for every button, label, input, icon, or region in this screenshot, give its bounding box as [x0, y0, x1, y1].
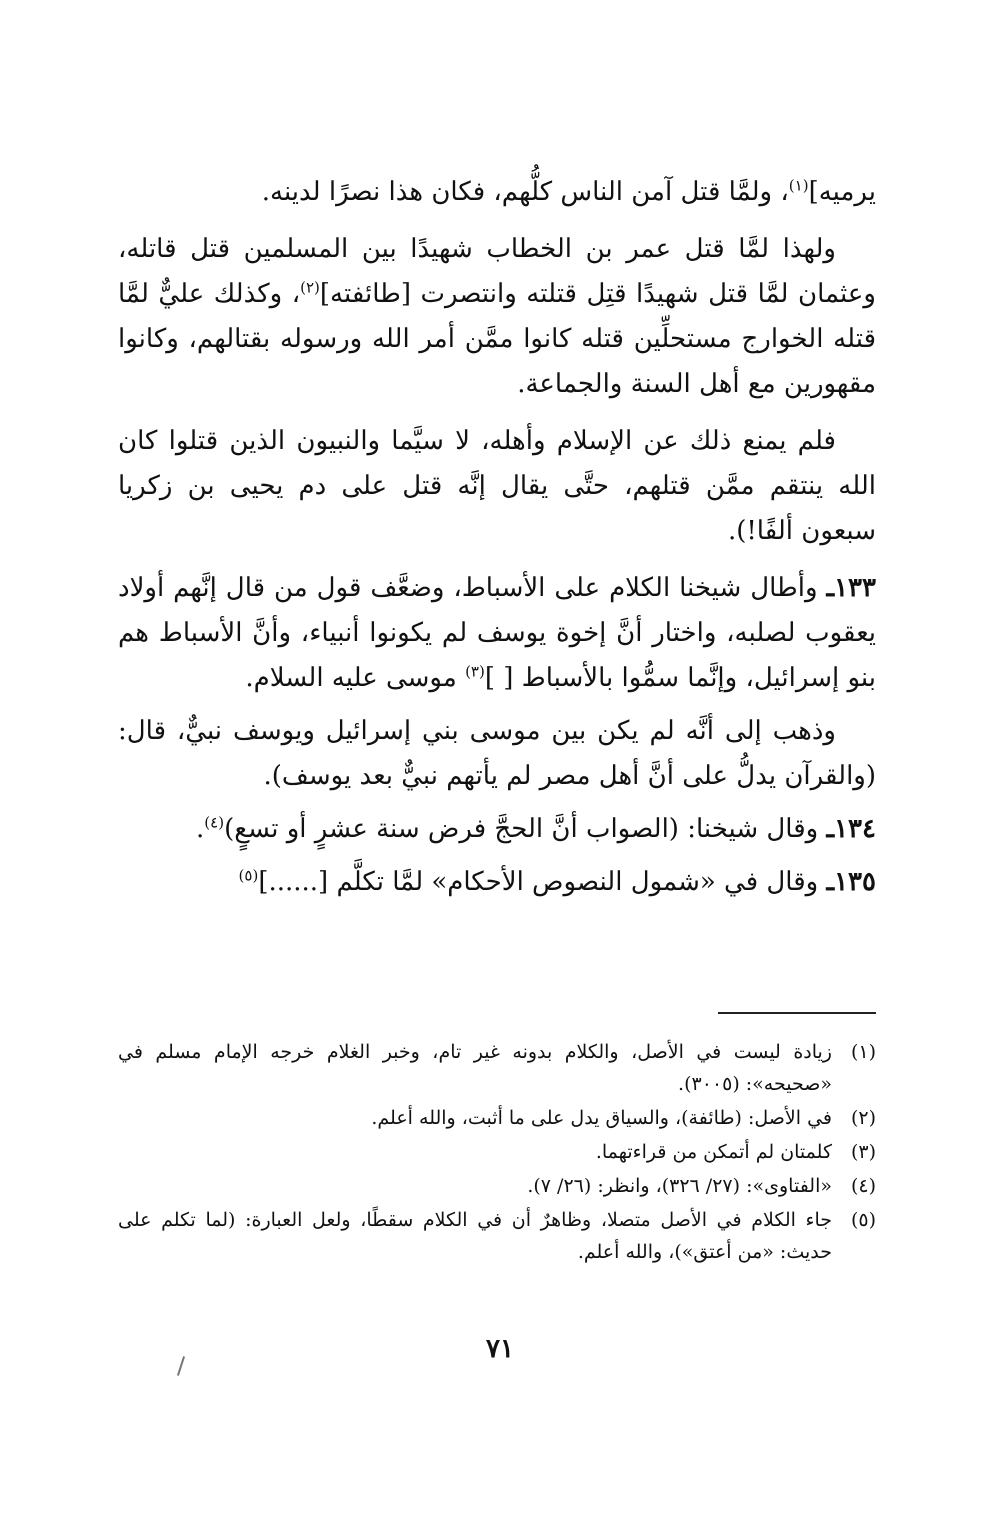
paragraph-3-text: فلم يمنع ذلك عن الإسلام وأهله، لا سيَّما والنبيون الذين قتلوا كان الله ينتقم ممَّن قتلهم، حتَّى يقال إنَّه قتل على دم يحيى بن زكريا سبعون ألفًا!). — [118, 426, 876, 546]
footnote-text: كلمتان لم أتمكن من قراءتهما. — [595, 1141, 832, 1163]
footnote-ref-2: (٢) — [300, 278, 320, 297]
paragraph-134-rest: . — [196, 814, 205, 844]
footnote-number: (٣) — [850, 1141, 876, 1163]
main-text — [118, 170, 876, 905]
paragraph-133 — [118, 566, 876, 701]
item-number-135: ١٣٥ـ — [826, 867, 876, 897]
footnote-text: زيادة ليست في الأصل، والكلام بدونه غير تام، وخبر الغلام خرجه الإمام مسلم في «صحيحه»: (٣٠٠٥). — [118, 1041, 832, 1095]
footnote-number: (٤) — [850, 1175, 876, 1197]
footnote-ref-4: (٤) — [204, 813, 225, 832]
paragraph-133-rest: موسى عليه السلام. — [245, 663, 466, 693]
paragraph-135-text: وقال في «شمول النصوص الأحكام» لمَّا تكلَّم [......] — [258, 867, 827, 897]
footnote-text: في الأصل: (طائفة)، والسياق يدل على ما أثبت، والله أعلم. — [371, 1107, 832, 1129]
paragraph-2 — [118, 227, 876, 407]
page-number: ٧١ — [486, 1334, 514, 1364]
item-number-133: ١٣٣ـ — [826, 573, 876, 603]
footnote-number: (٢) — [850, 1107, 876, 1129]
footnote-ref-3: (٣) — [465, 662, 485, 681]
item-number-134: ١٣٤ـ — [826, 814, 876, 844]
paragraph-134 — [118, 807, 876, 852]
paragraph-2-text: ولهذا لمَّا قتل عمر بن الخطاب شهيدًا بين المسلمين قتل قاتله، وعثمان لمَّا قتل شهيدًا قتِل قتلته وانتصرت [طائفته] — [118, 234, 876, 309]
paragraph-2-rest: ، وكذلك عليٌّ لمَّا قتله الخوارج مستحلِّين قتله كانوا ممَّن أمر الله ورسوله بقتالهم، وكانوا مقهورين مع أهل السنة والجماعة. — [118, 279, 877, 399]
paragraph-135 — [118, 860, 876, 905]
paragraph-5 — [118, 709, 876, 799]
stray-pen-mark — [177, 1356, 185, 1376]
footnote-ref-5: (٥) — [238, 866, 259, 885]
paragraph-5-text: وذهب إلى أنَّه لم يكن بين موسى بني إسرائيل ويوسف نبيٌّ، قال: (والقرآن يدلُّ على أنَّ أهل مصر لم يأتهم نبيٌّ بعد يوسف). — [118, 716, 876, 791]
paragraph-3 — [118, 419, 876, 554]
paragraph-134-text: وقال شيخنا: (الصواب أنَّ الحجَّ فرض سنة عشرٍ أو تسعٍ) — [224, 814, 827, 844]
footnote-number: (٥) — [850, 1209, 876, 1231]
footnote-5 — [118, 1204, 876, 1268]
footnote-2 — [118, 1102, 876, 1134]
footnote-1 — [118, 1036, 876, 1100]
footnotes — [118, 1036, 876, 1270]
footnote-3 — [118, 1136, 876, 1168]
paragraph-1-rest: ، ولمَّا قتل آمن الناس كلُّهم، فكان هذا نصرًا لدينه. — [261, 177, 789, 207]
footnote-number: (١) — [850, 1041, 876, 1063]
footnote-ref-1: (١) — [788, 176, 809, 195]
paragraph-1-text: يرميه] — [808, 177, 876, 207]
paragraph-133-text: وأطال شيخنا الكلام على الأسباط، وضعَّف قول من قال إنَّهم أولاد يعقوب لصلبه، واختار أنَّ إخوة يوسف لم يكونوا أنبياء، وأنَّ الأسباط هم بنو إسرائيل، وإنَّما سمُّوا بالأسباط [ ] — [118, 573, 876, 693]
paragraph-1 — [118, 170, 876, 215]
footnote-4 — [118, 1170, 876, 1202]
footnote-text: «الفتاوى»: (٢٧/ ٣٢٦)، وانظر: (٢٦/ ٧). — [527, 1175, 832, 1197]
footnote-separator — [718, 1012, 876, 1014]
footnote-text: جاء الكلام في الأصل متصلا، وظاهرٌ أن في الكلام سقطًا، ولعل العبارة: (لما تكلم على حديث: «من أعتق»)، والله أعلم. — [118, 1209, 832, 1263]
